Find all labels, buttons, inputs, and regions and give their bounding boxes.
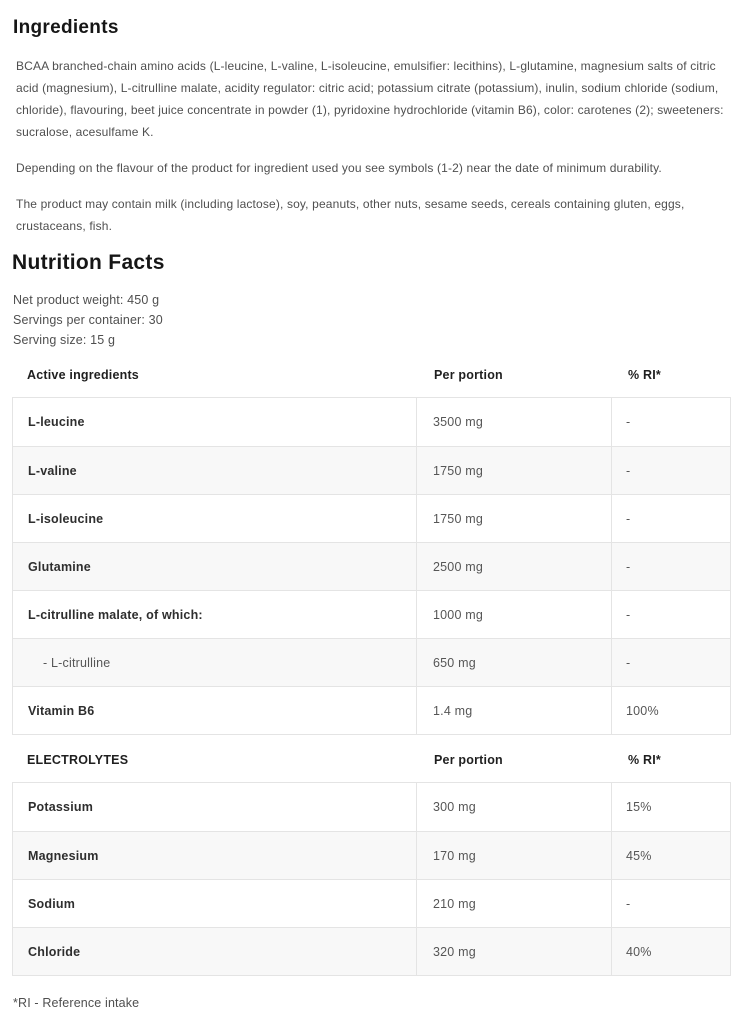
table-row	[13, 879, 730, 927]
ri-reference-footnote: *RI - Reference intake	[13, 996, 140, 1010]
active-ingredients-header-row	[12, 368, 731, 382]
ingredients-flavour-note: Depending on the flavour of the product for ingredient used you see symbols (1-2) near the date of minimum durability.	[16, 161, 662, 175]
table-row	[13, 590, 730, 638]
table-row	[13, 542, 730, 590]
product-meta	[12, 290, 731, 350]
column-header-ri: % RI*	[628, 753, 661, 767]
nutrition-facts-section	[12, 251, 731, 1010]
ingredient-name: L-citrulline malate, of which:	[13, 591, 417, 638]
table-row	[13, 494, 730, 542]
table-row	[13, 638, 730, 686]
per-portion-value: 170 mg	[417, 832, 612, 879]
column-header-ri: % RI*	[628, 368, 661, 382]
ingredients-section	[12, 17, 731, 237]
ingredient-name: Sodium	[13, 880, 417, 927]
table-row	[13, 927, 730, 975]
table-row	[13, 686, 730, 734]
ingredient-name: Magnesium	[13, 832, 417, 879]
ingredient-name: L-leucine	[13, 398, 417, 446]
ingredient-name: Potassium	[13, 783, 417, 831]
ingredients-allergen-note: The product may contain milk (including lactose), soy, peanuts, other nuts, sesame seeds, cereals containing gluten, eggs, crustaceans, fish.	[16, 197, 685, 233]
per-portion-value: 3500 mg	[417, 398, 612, 446]
per-portion-value: 210 mg	[417, 880, 612, 927]
ri-value: -	[626, 463, 631, 478]
column-header-per-portion: Per portion	[434, 368, 503, 382]
table-row	[13, 398, 730, 446]
column-header-per-portion: Per portion	[434, 753, 503, 767]
electrolytes-table	[12, 782, 731, 976]
electrolytes-header-row	[12, 753, 731, 767]
active-ingredients-table	[12, 397, 731, 735]
per-portion-value: 1750 mg	[417, 447, 612, 494]
per-portion-value: 2500 mg	[417, 543, 612, 590]
ri-value: -	[626, 415, 631, 429]
per-portion-value: 1.4 mg	[417, 687, 612, 734]
ingredient-name: - L-citrulline	[13, 639, 417, 686]
ingredient-name: Vitamin B6	[13, 687, 417, 734]
column-header-electrolytes: ELECTROLYTES	[27, 753, 129, 767]
ri-value: -	[626, 655, 631, 670]
table-row	[13, 783, 730, 831]
ingredient-name: Chloride	[13, 928, 417, 975]
table-row	[13, 831, 730, 879]
column-header-active-ingredients: Active ingredients	[27, 368, 139, 382]
ri-value: 15%	[626, 800, 652, 814]
ri-value: -	[626, 511, 631, 526]
ingredients-composition-text: BCAA branched-chain amino acids (L-leucine, L-valine, L-isoleucine, emulsifier: lecithins), L-glutamine, magnesium salts of citric acid (magnesium), L-citrulline malate, acidity regulator: citric acid; potassium citrate (potassium), inulin, sodium chloride (sodium, chloride), flavouring, beet juice concentrate in powder (1), pyridoxine hydrochloride (vitamin B6), color: carotenes (2); sweeteners: sucralose, acesulfame K.	[16, 59, 724, 139]
ingredient-name: Glutamine	[13, 543, 417, 590]
nutrition-facts-title: Nutrition Facts	[12, 251, 165, 274]
per-portion-value: 1750 mg	[417, 495, 612, 542]
per-portion-value: 650 mg	[417, 639, 612, 686]
servings-per-container: Servings per container: 30	[13, 313, 163, 327]
serving-size: Serving size: 15 g	[13, 333, 116, 347]
ri-value: 100%	[626, 703, 659, 718]
ri-value: 45%	[626, 848, 652, 863]
ingredients-title: Ingredients	[13, 17, 119, 38]
net-product-weight: Net product weight: 450 g	[13, 293, 160, 307]
per-portion-value: 320 mg	[417, 928, 612, 975]
per-portion-value: 1000 mg	[417, 591, 612, 638]
ri-value: -	[626, 896, 631, 911]
ri-value: 40%	[626, 944, 652, 959]
ingredient-name: L-valine	[13, 447, 417, 494]
ri-value: -	[626, 559, 631, 574]
per-portion-value: 300 mg	[417, 783, 612, 831]
ri-value: -	[626, 607, 631, 622]
table-row	[13, 446, 730, 494]
ingredient-name: L-isoleucine	[13, 495, 417, 542]
